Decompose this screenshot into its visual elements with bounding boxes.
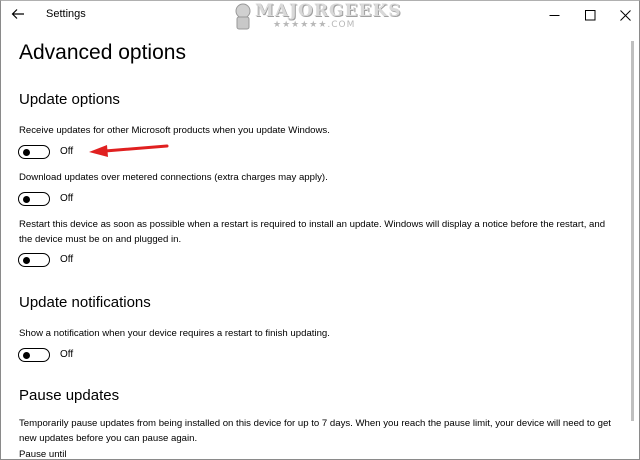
restart-notification-state: Off bbox=[60, 349, 74, 360]
back-button[interactable] bbox=[5, 3, 31, 25]
close-icon bbox=[620, 10, 631, 21]
metered-downloads-state: Off bbox=[60, 193, 74, 204]
restart-asap-state: Off bbox=[60, 254, 74, 265]
maximize-icon bbox=[585, 10, 596, 21]
restart-notification-toggle[interactable] bbox=[18, 348, 50, 362]
page-title: Advanced options bbox=[19, 41, 186, 64]
majorgeeks-watermark bbox=[233, 1, 402, 35]
annotation-arrow-icon bbox=[87, 142, 169, 160]
minimize-icon bbox=[549, 10, 560, 21]
watermark-domain: ★★★★★★.COM bbox=[273, 20, 356, 30]
toggle-knob bbox=[23, 149, 30, 156]
scrollbar-thumb[interactable] bbox=[631, 41, 634, 421]
window-title: Settings bbox=[46, 8, 86, 20]
toggle-knob bbox=[23, 352, 30, 359]
title-bar bbox=[1, 1, 639, 29]
restart-asap-description: Restart this device as soon as possible when a restart is required to install an update. Windows will display a notice before the restart, and the device must be on and plugged in. bbox=[19, 219, 606, 245]
vertical-scrollbar[interactable] bbox=[631, 31, 634, 459]
watermark-brand: MAJORGEEKS bbox=[255, 1, 402, 21]
pause-updates-heading: Pause updates bbox=[19, 387, 120, 404]
update-options-heading: Update options bbox=[19, 91, 120, 108]
pause-updates-description: Temporarily pause updates from being installed on this device for up to 7 days. When you reach the pause limit, your device will need to get new updates before you can pause again. bbox=[19, 418, 611, 444]
update-notifications-heading: Update notifications bbox=[19, 294, 151, 311]
toggle-knob bbox=[23, 257, 30, 264]
restart-notification-description: Show a notification when your device requires a restart to finish updating. bbox=[19, 328, 330, 339]
metered-downloads-description: Download updates over metered connections (extra charges may apply). bbox=[19, 172, 328, 183]
restart-asap-toggle[interactable] bbox=[18, 253, 50, 267]
toggle-knob bbox=[23, 196, 30, 203]
majorgeeks-logo-icon bbox=[233, 3, 253, 31]
close-button[interactable] bbox=[602, 1, 640, 29]
metered-downloads-toggle[interactable] bbox=[18, 192, 50, 206]
receive-other-updates-description: Receive updates for other Microsoft products when you update Windows. bbox=[19, 125, 330, 136]
receive-other-updates-toggle[interactable] bbox=[18, 145, 50, 159]
pause-until-label: Pause until bbox=[19, 449, 67, 460]
back-arrow-icon bbox=[11, 8, 25, 20]
receive-other-updates-state: Off bbox=[60, 146, 74, 157]
